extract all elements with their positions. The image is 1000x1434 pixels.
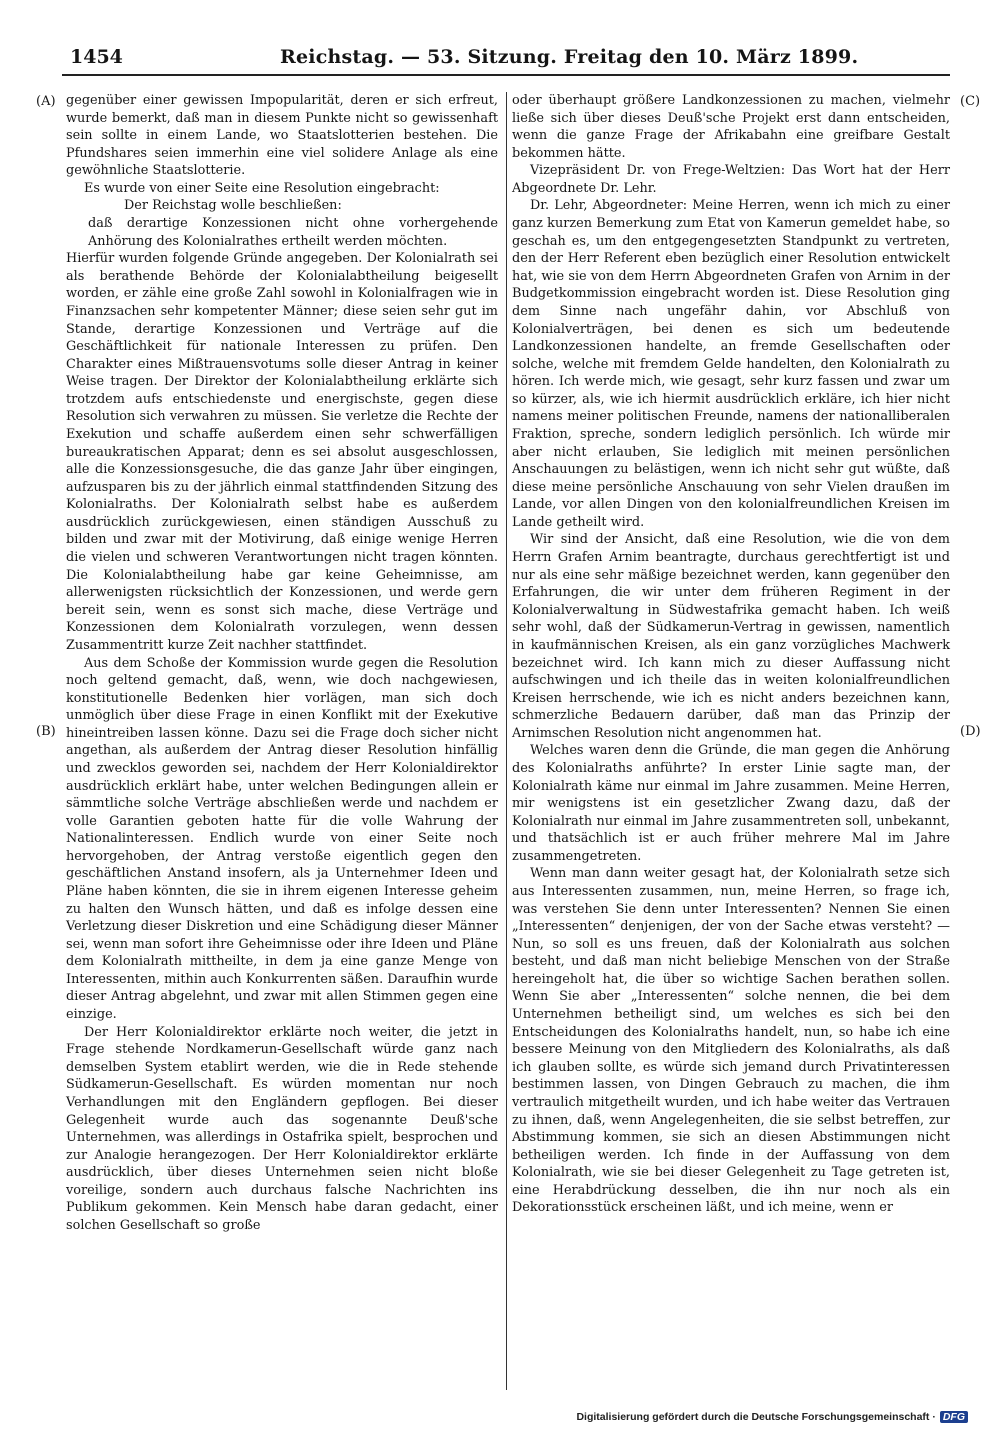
column-divider bbox=[506, 92, 507, 1390]
right-column bbox=[512, 92, 950, 1217]
paragraph: gegenüber einer gewissen Impopularität, deren er sich erfreut, wurde bemerkt, daß man in diesem Punkte nicht so gewissenhaft sein sollte in einem Lande, wo Staatslotterien bestehen. Die Pfundshares seien immerhin eine viel solidere Anlage als eine gewöhnliche Staatslotterie. bbox=[66, 93, 498, 179]
paragraph: daß derartige Konzessionen nicht ohne vorhergehende Anhörung des Kolonialrathes ertheilt werden möchten. bbox=[88, 216, 498, 249]
dfg-logo: DFG bbox=[940, 1411, 968, 1423]
margin-mark-b: (B) bbox=[36, 724, 56, 739]
paragraph: Der Reichstag wolle beschließen: bbox=[124, 198, 342, 214]
margin-mark-a: (A) bbox=[36, 94, 56, 109]
paragraph: Es wurde von einer Seite eine Resolution eingebracht: bbox=[84, 180, 440, 196]
page-number: 1454 bbox=[70, 46, 123, 68]
paragraph: Dr. Lehr, Abgeordneter: Meine Herren, wenn ich mich zu einer ganz kurzen Bemerkung zum Etat von Kamerun gemeldet habe, so geschah es, um den entgegengesetzten Standpunkt zu vertreten, den der Herr Referent eben bezüglich einer Resolution entwickelt hat, wie sie von dem Herrn Abgeordneten Grafen von Arnim in der Budgetkommission eingebracht worden ist. Diese Resolution ging dem Sinne nach ungefähr dahin, vor Abschluß von Kolonialverträgen, bei denen es sich um bedeutende Landkonzessionen handelte, an fremde Gesellschaften oder solche, welche mit fremdem Gelde handelten, den Kolonialrath zu hören. Ich werde mich, wie gesagt, sehr kurz fassen und zwar um so kürzer, als, wie ich hiermit ausdrücklich erkläre, ich hier nicht namens meiner politischen Freunde, namens der nationalliberalen Fraktion, spreche, sondern lediglich persönlich. Ich würde mir aber nicht erlauben, Sie lediglich mit meinen persönlichen Anschauungen zu belästigen, wenn ich nicht sehr gut wüßte, daß diese meine persönliche Anschauung von sehr Vielen draußen im Lande, vor allen Dingen von den kolonialfreundlichen Kreisen im Lande getheilt wird. bbox=[512, 198, 950, 530]
header-rule bbox=[62, 74, 950, 76]
paragraph: Hierfür wurden folgende Gründe angegeben. Der Kolonialrath sei als berathende Behörde der Kolonialabtheilung beigesellt worden, er zähle eine große Zahl sowohl in Kolonialfragen wie in Finanzsachen sehr kompetenter Männer; diese seien sehr gut im Stande, derartige Konzessionen und Verträge auf die Geschäftlichkeit für nationale Interessen zu prüfen. Den Charakter eines Mißtrauensvotums solle dieser Antrag in keiner Weise tragen. Der Direktor der Kolonialabtheilung erklärte sich trotzdem aufs entschiedenste und energischste, gegen diese Resolution sich verwahren zu müssen. Sie verletze die Rechte der Exekution und schaffe außerdem einen sehr schwerfälligen bureaukratischen Apparat; denn es sei absolut ausgeschlossen, alle die Konzessionsgesuche, die das ganze Jahr über eingingen, aufzusparen bis zu der jährlich einmal stattfindenden Sitzung des Kolonialraths. Der Kolonialrath selbst habe es außerdem ausdrücklich zurückgewiesen, einen ständigen Ausschuß zu bilden und zwar mit der Motivirung, daß einige wenige Herren die vielen und schweren Verantwortungen nicht tragen könnten. Die Kolonialabtheilung habe gar keine Geheimnisse, am allerwenigsten rücksichtlich der Konzessionen, und werde gern bereit sein, wenn es sonst sich mache, diese Verträge und Konzessionen dem Kolonialrath vorzulegen, wenn dessen Zusammentritt kurze Zeit nachher stattfindet. bbox=[66, 251, 498, 653]
paragraph: Der Herr Kolonialdirektor erklärte noch weiter, die jetzt in Frage stehende Nordkamerun-Gesellschaft würde ganz nach demselben System etablirt werden, wie die in Rede stehende Südkamerun-Gesellschaft. Es würden momentan nur noch Verhandlungen mit den Engländern gepflogen. Bei dieser Gelegenheit wurde auch das sogenannte Deuß'sche Unternehmen, was allerdings in Ostafrika spielt, besprochen und zur Analogie herangezogen. Der Herr Kolonialdirektor erklärte ausdrücklich, über dieses Unternehmen seien nicht bloße voreilige, sondern auch durchaus falsche Nachrichten ins Publikum gekommen. Kein Mensch habe daran gedacht, einer solchen Gesellschaft so große bbox=[66, 1024, 498, 1233]
running-head: Reichstag. — 53. Sitzung. Freitag den 10. März 1899. bbox=[280, 46, 859, 68]
paragraph: oder überhaupt größere Landkonzessionen zu machen, vielmehr ließe sich über dieses Deuß'sche Projekt erst dann entscheiden, wenn die ganze Frage der Afrikabahn eine greifbare Gestalt bekommen hätte. bbox=[512, 93, 950, 161]
paragraph: Welches waren denn die Gründe, die man gegen die Anhörung des Kolonialraths anführte? In erster Linie sagte man, der Kolonialrath käme nur einmal im Jahre zusammen. Meine Herren, mir wenigstens ist ein gesetzlicher Zwang dazu, daß der Kolonialrath nur einmal im Jahre zusammentreten soll, unbekannt, und thatsächlich ist er auch früher mehrere Mal im Jahre zusammengetreten. bbox=[512, 743, 950, 864]
footer-text: Digitalisierung gefördert durch die Deutsche Forschungsgemeinschaft · bbox=[576, 1411, 936, 1423]
page-header bbox=[70, 46, 945, 76]
paragraph: Wir sind der Ansicht, daß eine Resolution, wie die von dem Herrn Grafen Arnim beantragte, durchaus gerechtfertigt ist und nur als eine sehr mäßige bezeichnet werden, kann gegenüber den Erfahrungen, die wir unter dem früheren Regiment in der Kolonialverwaltung in Südwestafrika gemacht haben. Ich weiß sehr wohl, daß der Südkamerun-Vertrag in gewissen, namentlich in kaufmännischen Kreisen, als ein ganz vorzügliches Machwerk bezeichnet wird. Ich kann mich zu dieser Auffassung nicht aufschwingen und ich theile das in weiten kolonialfreundlichen Kreisen herrschende, wie ich es nicht anders bezeichnen kann, schmerzliche Bedauern darüber, daß man das Prinzip der Arnimschen Resolution nicht angenommen hat. bbox=[512, 532, 950, 741]
footer-credit bbox=[576, 1411, 968, 1423]
paragraph: Wenn man dann weiter gesagt hat, der Kolonialrath setze sich aus Interessenten zusammen, nun, meine Herren, so frage ich, was verstehen Sie denn unter Interessenten? Nennen Sie einen „Interessenten“ denjenigen, der von der Sache etwas versteht? — Nun, so soll es uns freuen, daß der Kolonialrath aus solchen besteht, und daß man nicht beliebige Menschen von der Straße hereingeholt hat, die über so wichtige Sachen berathen sollen. Wenn Sie aber „Interessenten“ solche nennen, die bei dem Unternehmen betheiligt sind, um welches es sich bei den Entscheidungen des Kolonialraths handelt, nun, so habe ich eine bessere Meinung von den Mitgliedern des Kolonialraths, als daß ich glauben sollte, es würde sich jemand durch Privatinteressen bestimmen lassen, von Dingen Gebrauch zu machen, die ihm vertraulich mitgetheilt wurden, und ich habe weiter das Vertrauen zu ihnen, daß, wenn Angelegenheiten, die sie selbst betreffen, zur Abstimmung kommen, sie sich an diesen Abstimmungen nicht betheiligen werden. Ich finde in der Auffassung von dem Kolonialrath, wie sie bei dieser Gelegenheit zu Tage getreten ist, eine Herabdrückung desselben, die ihn nur noch als ein Dekorationsstück erscheinen läßt, und ich meine, wenn er bbox=[512, 866, 950, 1216]
margin-mark-c: (C) bbox=[960, 94, 981, 109]
paragraph: Aus dem Schoße der Kommission wurde gegen die Resolution noch geltend gemacht, daß, wenn, wie doch nachgewiesen, konstitutionelle Bedenken hier vorlägen, man sich doch unmöglich über diese Frage in einen Konflikt mit der Exekutive hineintreiben lassen könne. Dazu sei die Frage doch sicher nicht angethan, als außerdem der Antrag dieser Resolution hinfällig und zwecklos geworden sei, nachdem der Herr Kolonialdirektor ausdrücklich erklärt habe, unter welchen Bedingungen allein er sämmtliche solche Verträge abschließen werde und nachdem er volle Garantien geboten hatte für die volle Wahrung der Nationalinteressen. Endlich wurde von einer Seite noch hervorgehoben, der Antrag verstoße eigentlich gegen den geschäftlichen Anstand insofern, als ja Unternehmer Ideen und Pläne haben könnten, die sie in ihrem eigenen Interesse geheim zu halten den Wunsch hätten, und daß es infolge dessen eine Verletzung dieser Diskretion und eine Schädigung dieser Männer sei, wenn man sofort ihre Geheimnisse oder ihre Ideen und Pläne dem Kolonialrath mittheilte, in dem ja eine ganze Menge von Interessenten, mithin auch Konkurrenten säßen. Daraufhin wurde dieser Antrag abgelehnt, und zwar mit allen Stimmen gegen eine einzige. bbox=[66, 655, 498, 1023]
left-column bbox=[66, 92, 498, 1235]
paragraph: Vizepräsident Dr. von Frege-Weltzien: Das Wort hat der Herr Abgeordnete Dr. Lehr. bbox=[512, 163, 950, 196]
margin-mark-d: (D) bbox=[960, 724, 981, 739]
